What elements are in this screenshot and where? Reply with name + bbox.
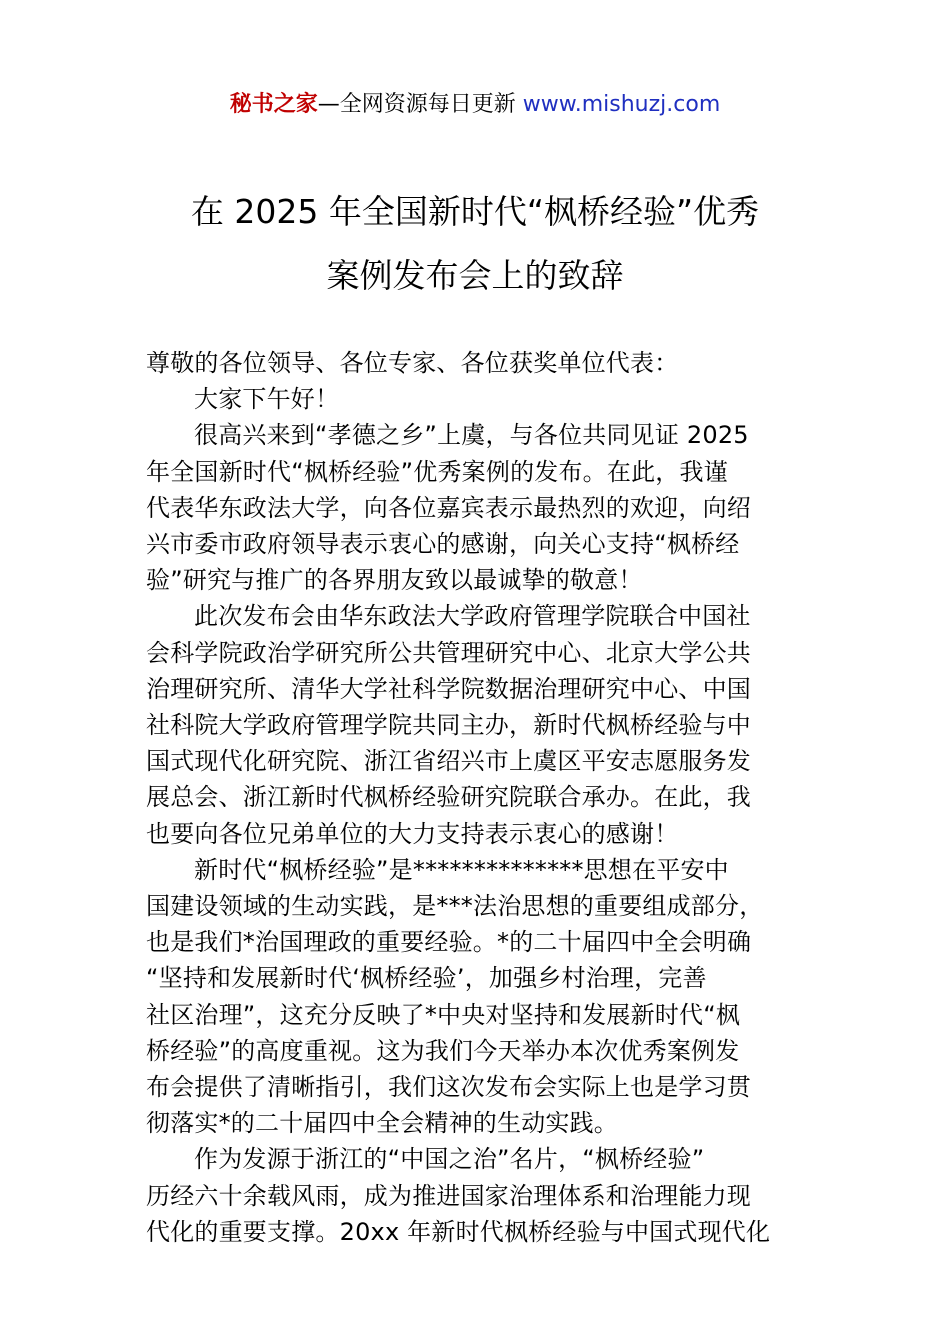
text-line: 代化的重要支撑。20xx 年新时代枫桥经验与中国式现代化	[146, 1217, 771, 1246]
text-line: 大家下午好！	[194, 385, 340, 414]
text-line: 展总会、浙江新时代枫桥经验研究院联合承办。在此，我	[146, 783, 751, 812]
text-line: 社区治理”，这充分反映了*中央对坚持和发展新时代“枫	[146, 1000, 741, 1029]
document-title	[0, 180, 950, 308]
body-paragraph-1	[146, 417, 808, 598]
text-line: 年全国新时代“枫桥经验”优秀案例的发布。在此，我谨	[146, 457, 728, 486]
text-line: 尊敬的各位领导、各位专家、各位获奖单位代表：	[146, 349, 679, 377]
document-body	[146, 345, 808, 1250]
text-line: 桥经验”的高度重视。这为我们今天举办本次优秀案例发	[146, 1036, 740, 1065]
text-line: 兴市委市政府领导表示衷心的感谢，向关心支持“枫桥经	[146, 530, 740, 559]
site-tagline: —全网资源每日更新	[317, 92, 523, 117]
text-line: 也要向各位兄弟单位的大力支持表示衷心的感谢！	[146, 819, 679, 848]
text-line: 布会提供了清晰指引，我们这次发布会实际上也是学习贯	[146, 1073, 751, 1102]
site-brand: 秘书之家	[229, 92, 318, 117]
body-paragraph-4	[146, 1141, 808, 1250]
title-line-2: 案例发布会上的致辞	[326, 256, 624, 295]
text-line: 社科院大学政府管理学院共同主办，新时代枫桥经验与中	[146, 711, 751, 740]
greeting-paragraph	[146, 381, 808, 417]
text-line: 国建设领域的生动实践，是***法治思想的重要组成部分，	[146, 892, 764, 921]
text-line: 代表华东政法大学，向各位嘉宾表示最热烈的欢迎，向绍	[146, 493, 751, 522]
text-line: 很高兴来到“孝德之乡”上虞，与各位共同见证 2025	[194, 421, 749, 450]
text-line: 新时代“枫桥经验”是**************思想在平安中	[194, 855, 729, 884]
text-line: 作为发源于浙江的“中国之治”名片，“枫桥经验”	[194, 1145, 705, 1174]
text-line: 国式现代化研究院、浙江省绍兴市上虞区平安志愿服务发	[146, 747, 751, 776]
salutation-paragraph	[146, 345, 808, 381]
text-line: 治理研究所、清华大学社科学院数据治理研究中心、中国	[146, 674, 751, 703]
text-line: 会科学院政治学研究所公共管理研究中心、北京大学公共	[146, 638, 751, 667]
title-line-1: 在 2025 年全国新时代“枫桥经验”优秀	[190, 192, 760, 231]
text-line: 彻落实*的二十届四中全会精神的生动实践。	[146, 1109, 618, 1138]
site-header	[0, 88, 950, 122]
text-line: 此次发布会由华东政法大学政府管理学院联合中国社	[194, 602, 751, 631]
body-paragraph-2	[146, 598, 808, 851]
body-paragraph-3	[146, 852, 808, 1142]
text-line: “坚持和发展新时代‘枫桥经验’，加强乡村治理，完善	[146, 964, 707, 993]
text-line: 验”研究与推广的各界朋友致以最诚挚的敬意！	[146, 566, 643, 595]
text-line: 历经六十余载风雨，成为推进国家治理体系和治理能力现	[146, 1181, 751, 1210]
text-line: 也是我们*治国理政的重要经验。*的二十届四中全会明确	[146, 928, 752, 957]
site-url-link[interactable]: www.mishuzj.com	[522, 92, 721, 117]
